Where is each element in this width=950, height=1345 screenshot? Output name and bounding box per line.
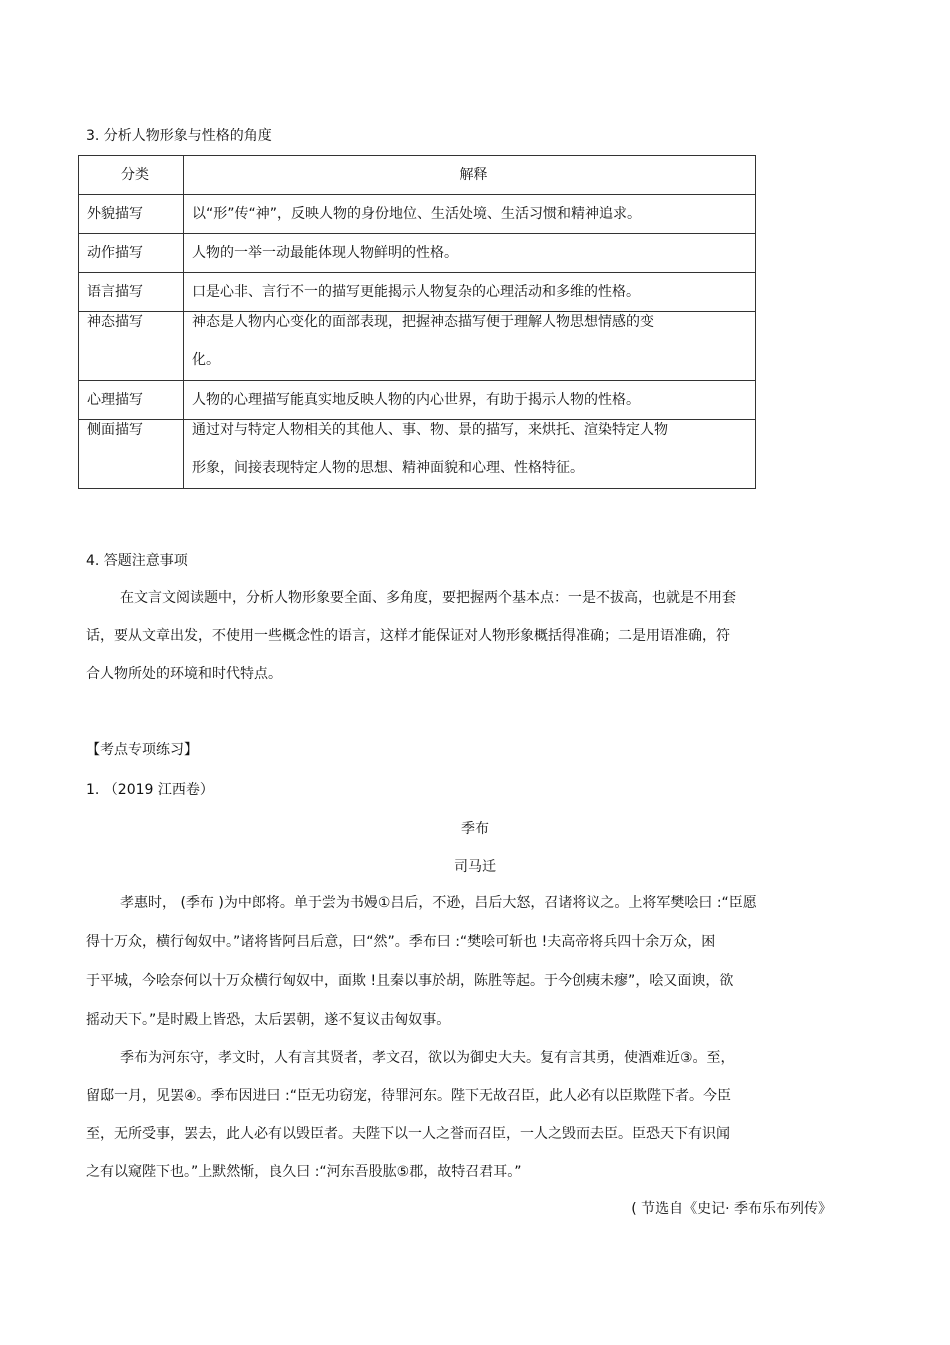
question-label: 1. （2019 江西卷）	[86, 782, 214, 798]
passage-title: 季布	[461, 821, 489, 837]
row-explanation	[184, 312, 756, 381]
passage-paragraph-1	[86, 892, 866, 1052]
row-explanation: 口是心非、言行不一的描写更能揭示人物复杂的心理活动和多维的性格。	[184, 273, 756, 312]
paragraph-line: 话，要从文章出发，不使用一些概念性的语言，这样才能保证对人物形象概括得准确；二是用语准确，符	[86, 628, 730, 644]
passage-line: 得十万众，横行匈奴中。”诸将皆阿吕后意，曰“然”。季布曰 :“樊哙可斩也 !夫高帝将兵四十余万众，困	[86, 934, 716, 950]
table-header-category: 分类	[79, 156, 184, 195]
row-category: 神态描写	[79, 312, 184, 381]
passage-line: 之有以窥陛下也。”上默然惭，良久曰 :“河东吾股肱⑤郡，故特召君耳。”	[86, 1164, 522, 1180]
row-category: 侧面描写	[79, 420, 184, 489]
table-row	[79, 312, 756, 381]
practice-heading: 【考点专项练习】	[86, 742, 198, 758]
section-4-heading: 4. 答题注意事项	[86, 553, 188, 569]
passage-line: 至，无所受事，罢去，此人必有以毁臣者。夫陛下以一人之誉而召臣，一人之毁而去臣。臣恐天下有识闻	[86, 1126, 730, 1142]
table-row	[79, 420, 756, 489]
row-category: 外貌描写	[79, 195, 184, 234]
section-4-paragraph	[86, 587, 866, 707]
table-header-explanation: 解释	[184, 156, 756, 195]
row-explanation: 人物的一举一动最能体现人物鲜明的性格。	[184, 234, 756, 273]
passage-line: 季布为河东守，孝文时，人有言其贤者，孝文召，欲以为御史大夫。复有言其勇，使酒难近③。至，	[120, 1050, 735, 1066]
table-header-row	[79, 156, 756, 195]
explanation-line: 通过对与特定人物相关的其他人、事、物、景的描写，来烘托、渲染特定人物	[192, 422, 668, 438]
table-row	[79, 195, 756, 234]
passage-author: 司马迁	[454, 859, 496, 875]
passage-source: ( 节选自《史记· 季布乐布列传》	[631, 1201, 832, 1217]
row-explanation	[184, 420, 756, 489]
row-category: 语言描写	[79, 273, 184, 312]
passage-paragraph-2	[86, 1047, 866, 1207]
row-explanation: 以“形”传“神”，反映人物的身份地位、生活处境、生活习惯和精神追求。	[184, 195, 756, 234]
paragraph-line: 在文言文阅读题中，分析人物形象要全面、多角度，要把握两个基本点：一是不拔高，也就是不用套	[120, 590, 736, 606]
character-analysis-table	[78, 155, 756, 489]
passage-line: 孝惠时， (季布 )为中郎将。单于尝为书嫚①吕后，不逊，吕后大怒，召诸将议之。上将军樊哙曰 :“臣愿	[120, 895, 757, 911]
passage-line: 留邸一月，见罢④。季布因进曰 :“臣无功窃宠，待罪河东。陛下无故召臣，此人必有以臣欺陛下者。今臣	[86, 1088, 731, 1104]
explanation-line: 形象，间接表现特定人物的思想、精神面貌和心理、性格特征。	[192, 460, 584, 476]
row-category: 心理描写	[79, 381, 184, 420]
section-3-heading: 3. 分析人物形象与性格的角度	[86, 128, 272, 144]
explanation-line: 化。	[192, 352, 220, 368]
explanation-line: 神态是人物内心变化的面部表现，把握神态描写便于理解人物思想情感的变	[192, 314, 654, 330]
passage-line: 于平城，今哙奈何以十万众横行匈奴中，面欺 !且秦以事於胡，陈胜等起。于今创痍未瘳”，哙又面谀，欲	[86, 973, 734, 989]
table-row	[79, 234, 756, 273]
row-explanation: 人物的心理描写能真实地反映人物的内心世界，有助于揭示人物的性格。	[184, 381, 756, 420]
paragraph-line: 合人物所处的环境和时代特点。	[86, 666, 282, 682]
row-category: 动作描写	[79, 234, 184, 273]
passage-line: 摇动天下。”是时殿上皆恐，太后罢朝，遂不复议击匈奴事。	[86, 1012, 451, 1028]
